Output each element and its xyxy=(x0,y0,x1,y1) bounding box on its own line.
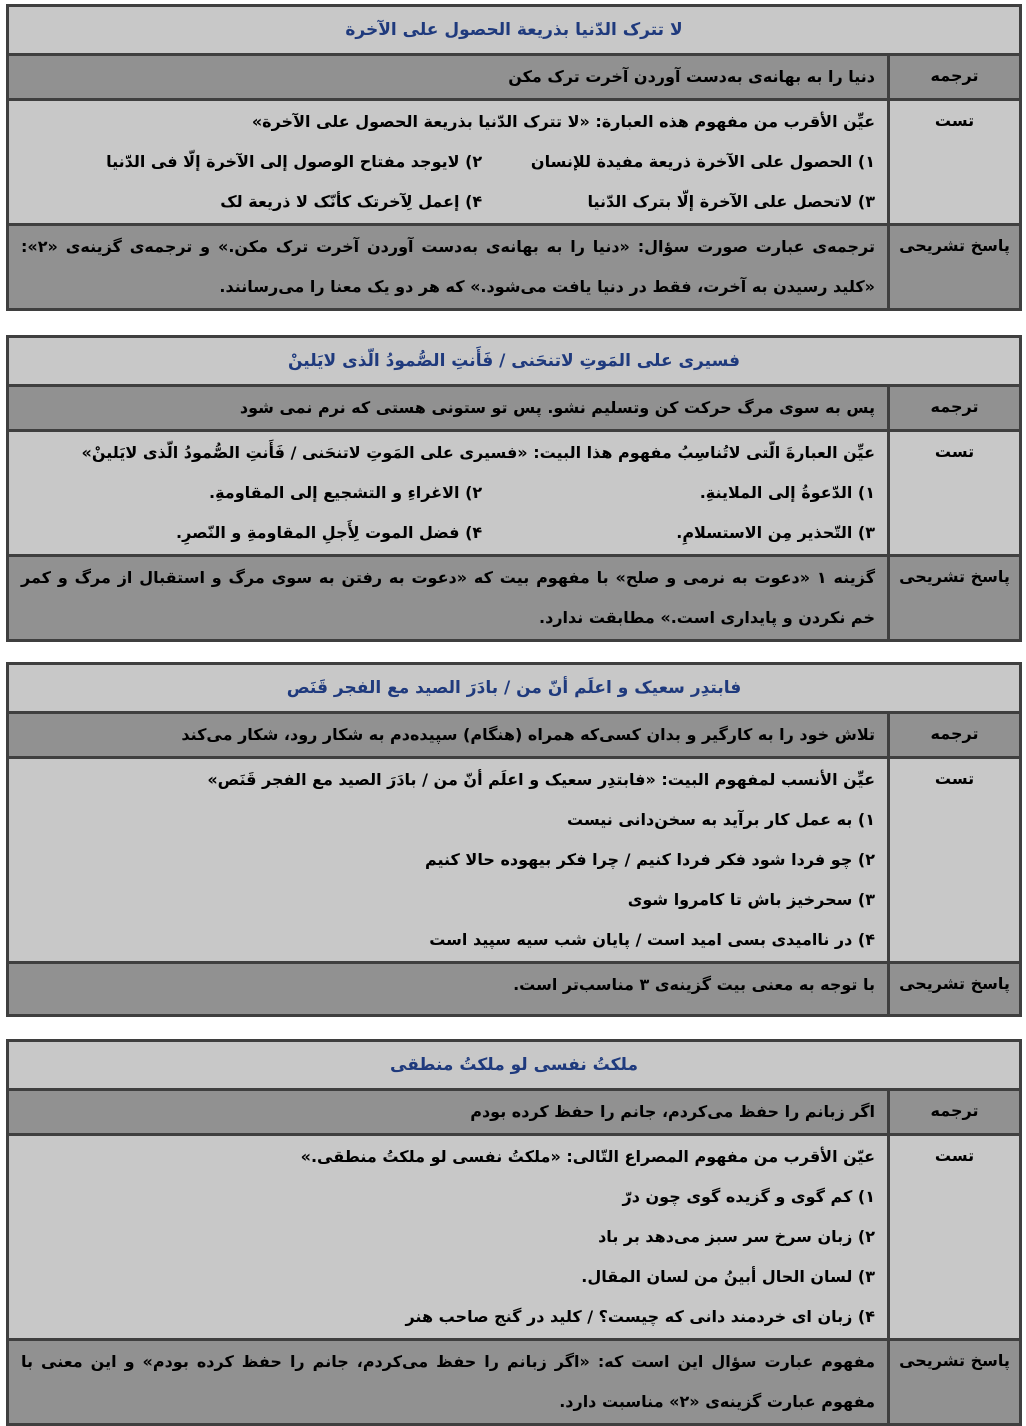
question-table-3 xyxy=(6,662,1022,1017)
table-4-test-content xyxy=(8,1135,889,1340)
table-4-answer-text: مفهوم عبارت سؤال این است که: «اگر زبانم را حفظ می‌کردم، جانم را حفظ کرده بودم» و این معنی با مفهوم عبارت گزینه‌ی «۲» مناسبت دارد. xyxy=(21,1352,875,1411)
table-2-answer-label: پاسخ تشریحی xyxy=(889,556,1021,641)
table-3-answer-label: پاسخ تشریحی xyxy=(889,963,1021,1016)
table-2-option-3: ۳) التّحذیر مِن الاستسلامِ. xyxy=(676,523,875,542)
table-1-translation-row xyxy=(8,55,1021,100)
table-3-title: فابتدِر سعیک و اعلَم أنّ من / بادَرَ الصید مع الفجر قَنَص xyxy=(8,664,1021,713)
table-2-option-4: ۴) فضل الموت لِأَجلِ المقاومةِ و النّصرِ. xyxy=(176,523,483,542)
table-4-translation-text: اگر زبانم را حفظ می‌کردم، جانم را حفظ کرده بودم xyxy=(8,1090,889,1135)
table-3-option-2: ۲) چو فردا شود فکر فردا کنیم / چرا فکر بیهوده حالا کنیم xyxy=(424,850,875,869)
table-1-option-3: ۳) لاتحصل علی الآخرة إلّا بترک الدّنیا xyxy=(587,192,875,211)
table-2-options xyxy=(21,473,875,553)
table-1-option-4: ۴) إعمل لِآخرتک کأنّک لا ذریعة لک xyxy=(220,192,483,211)
spacer xyxy=(0,1017,1026,1039)
table-3-test-content xyxy=(8,758,889,963)
table-3-title-row xyxy=(8,664,1021,713)
table-4-answer-label: پاسخ تشریحی xyxy=(889,1340,1021,1425)
table-3-test-label: تست xyxy=(889,758,1021,963)
table-4-option-3: ۳) لسان الحال أبینُ من لسان المقال. xyxy=(581,1267,875,1286)
table-2-translation-text: پس به سوی مرگ حرکت کن وتسلیم نشو. پس تو ستونی هستی که نرم نمی شود xyxy=(8,386,889,431)
table-4-translation-label: ترجمه xyxy=(889,1090,1021,1135)
table-1-title: لا تترک الدّنیا بذریعة الحصول علی الآخرة xyxy=(8,6,1021,55)
table-3-translation-text: تلاش خود را به کارگیر و بدان کسی‌که همراه (هنگام) سپیده‌دم به شکار رود، شکار می‌کند xyxy=(8,713,889,758)
table-1-translation-label: ترجمه xyxy=(889,55,1021,100)
table-4-test-row xyxy=(8,1135,1021,1340)
table-4-question: عیّن الأقرب من مفهوم المصراع التّالی: «ملکتُ نفسی لو ملکتُ منطقی.» xyxy=(300,1147,875,1166)
table-3-answer-content xyxy=(8,963,889,1016)
table-4-answer-content xyxy=(8,1340,889,1425)
table-1-answer-label: پاسخ تشریحی xyxy=(889,225,1021,310)
spacer xyxy=(0,311,1026,335)
table-3-test-row xyxy=(8,758,1021,963)
table-4-title: ملکتُ نفسی لو ملکتُ منطقی xyxy=(8,1041,1021,1090)
table-1-test-row xyxy=(8,100,1021,225)
table-2-title-row xyxy=(8,337,1021,386)
table-4-translation-row xyxy=(8,1090,1021,1135)
table-4-option-1: ۱) کم گوی و گزیده گوی چون درّ xyxy=(622,1187,875,1206)
table-3-options xyxy=(21,800,875,960)
table-1-answer-row xyxy=(8,225,1021,310)
question-table-1 xyxy=(6,4,1022,311)
table-1-translation-text: دنیا را به بهانه‌ی به‌دست آوردن آخرت ترک مکن xyxy=(8,55,889,100)
table-2-test-label: تست xyxy=(889,431,1021,556)
table-1-test-content xyxy=(8,100,889,225)
table-2-title: فسیری علی المَوتِ لاتنحَنی / فَأَنتِ الصُّمودُ الّذی لایَلینْ xyxy=(8,337,1021,386)
table-1-answer-text: ترجمه‌ی عبارت صورت سؤال: «دنیا را به بهانه‌ی به‌دست آوردن آخرت ترک مکن.» و ترجمه‌ی گزینه‌ی «۲»: «کلید رسیدن به آخرت، فقط در دنیا یافت می‌شود.» که هر دو یک معنا را می‌رسانند. xyxy=(21,237,875,296)
table-1-question: عیِّن الأقرب من مفهوم هذه العبارة: «لا تترک الدّنیا بذریعة الحصول علی الآخرة» xyxy=(251,112,875,131)
table-4-title-row xyxy=(8,1041,1021,1090)
table-1-options xyxy=(21,142,875,222)
table-3-answer-row xyxy=(8,963,1021,1016)
table-2-answer-row xyxy=(8,556,1021,641)
table-1-option-2: ۲) لایوجد مفتاح الوصول إلی الآخرة إلّا فی الدّنیا xyxy=(106,152,483,171)
table-1-answer-content xyxy=(8,225,889,310)
table-1-title-row xyxy=(8,6,1021,55)
table-3-question: عیِّن الأنسب لمفهوم البیت: «فابتدِر سعیک و اعلَم أنّ من / بادَرَ الصید مع الفجر قَنَص» xyxy=(207,770,875,789)
table-2-test-row xyxy=(8,431,1021,556)
table-1-test-label: تست xyxy=(889,100,1021,225)
table-2-question: عیِّن العبارةَ الّتی لاتُناسِبُ مفهوم هذا البیت: «فسیری علی المَوتِ لاتنحَنی / فَأَنتِ الصُّمودُ الّذی لایَلینْ» xyxy=(81,443,875,462)
table-2-translation-label: ترجمه xyxy=(889,386,1021,431)
table-4-option-2: ۲) زبان سرخ سر سبز می‌دهد بر باد xyxy=(598,1227,875,1246)
table-4-option-4: ۴) زبان ای خردمند دانی که چیست؟ / کلید در گنج صاحب هنر xyxy=(405,1307,875,1326)
table-4-test-label: تست xyxy=(889,1135,1021,1340)
table-2-answer-content xyxy=(8,556,889,641)
table-4-answer-row xyxy=(8,1340,1021,1425)
table-4-options xyxy=(21,1177,875,1337)
table-2-test-content xyxy=(8,431,889,556)
table-2-answer-text: گزینه ۱ «دعوت به نرمی و صلح» با مفهوم بیت که «دعوت به رفتن به سوی مرگ و استقبال از مرگ و کمر خم نکردن و پایداری است.» مطابقت ندارد. xyxy=(21,568,875,627)
table-3-option-3: ۳) سحرخیز باش تا کامروا شوی xyxy=(627,890,875,909)
table-3-answer-text: با توجه به معنی بیت گزینه‌ی ۳ مناسب‌تر است. xyxy=(513,975,875,994)
table-3-option-1: ۱) به عمل کار برآید به سخن‌دانی نیست xyxy=(567,810,875,829)
spacer xyxy=(0,642,1026,662)
table-1-option-1: ۱) الحصول علی الآخرة ذریعة مفیدة للإنسان xyxy=(530,152,875,171)
table-2-translation-row xyxy=(8,386,1021,431)
table-3-option-4: ۴) در ناامیدی بسی امید است / پایان شب سیه سپید است xyxy=(429,930,875,949)
question-table-2 xyxy=(6,335,1022,642)
table-2-option-2: ۲) الاغراءِ و التشجیع إلی المقاومةِ. xyxy=(209,483,483,502)
question-table-4 xyxy=(6,1039,1022,1426)
table-3-translation-row xyxy=(8,713,1021,758)
table-2-option-1: ۱) الدّعوةُ إلی الملاینةِ. xyxy=(699,483,875,502)
table-3-translation-label: ترجمه xyxy=(889,713,1021,758)
